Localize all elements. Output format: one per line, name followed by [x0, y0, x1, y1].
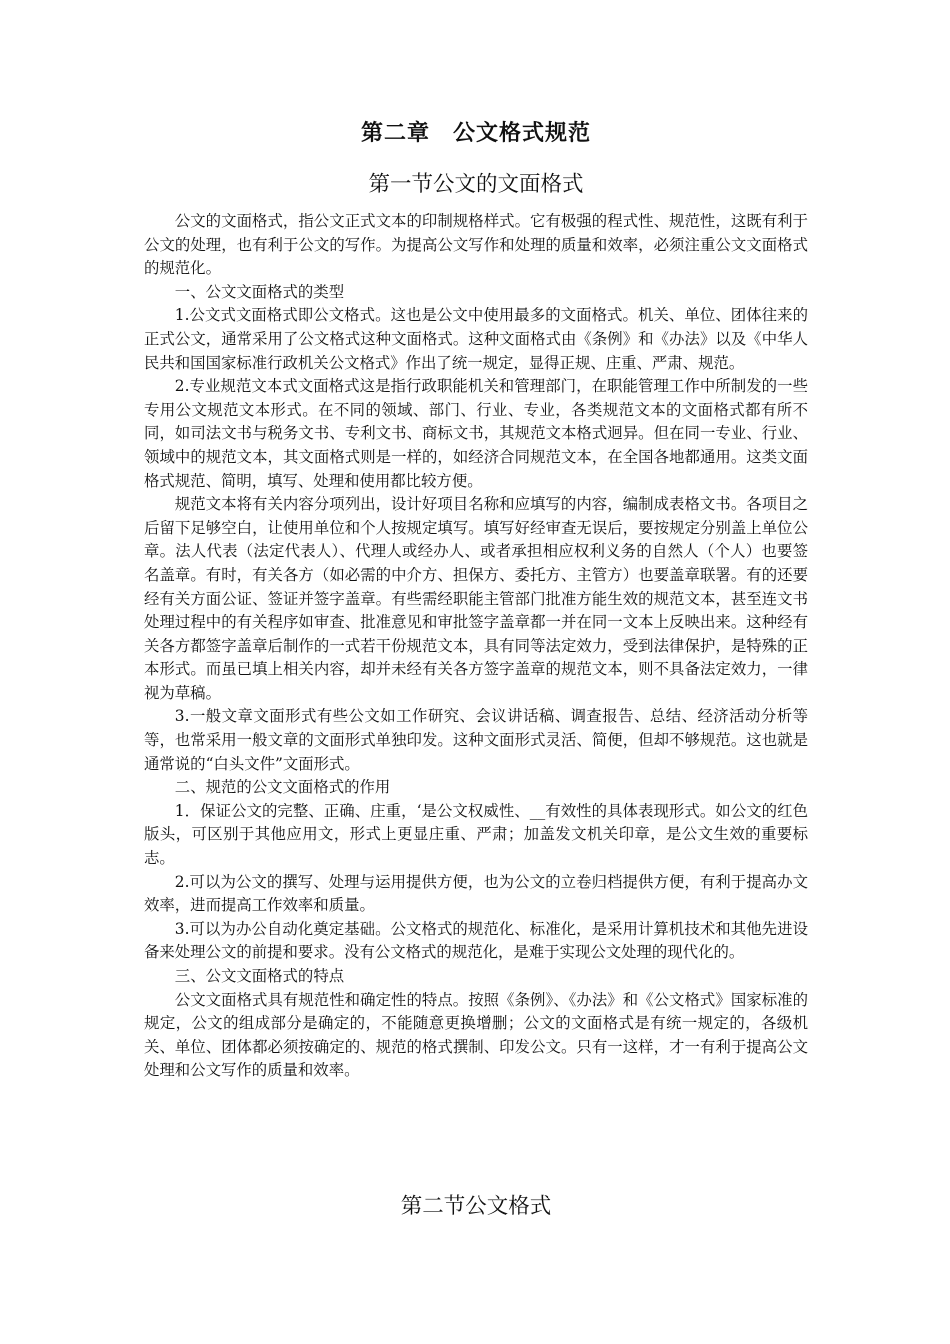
paragraph-type-1: 1.公文式文面格式即公文格式。这也是公文中使用最多的文面格式。机关、单位、团体往来的正式公文，通常采用了公文格式这种文面格式。这种文面格式由《条例》和《办法》以及《中华人民共和国国家标准行政机关公文格式》作出了统一规定，显得正规、庄重、严肃、规范。 — [144, 306, 808, 372]
body-text — [144, 210, 808, 1083]
paragraph-intro: 公文的文面格式，指公文正式文本的印制规格样式。它有极强的程式性、规范性，这既有利于公文的处理，也有利于公文的写作。为提高公文写作和处理的质量和效率，必须注重公文文面格式的规范化。 — [144, 212, 808, 278]
section-title-2: 第二节公文格式 — [400, 1194, 552, 1219]
paragraph-function-3: 3.可以为办公自动化奠定基础。公文格式的规范化、标准化，是采用计算机技术和其他先进设备来处理公文的前提和要求。没有公文格式的规范化，是难于实现公文处理的现代化的。 — [144, 919, 808, 962]
paragraph-function-1: 1．保证公文的完整、正确、庄重，‘是公文权威性、__有效性的具体表现形式。如公文的红色版头，可区别于其他应用文，形式上更显庄重、严肃；加盖发文机关印章，是公文生效的重要标志。 — [144, 801, 808, 868]
heading-types: 一、公文文面格式的类型 — [174, 282, 345, 301]
heading-functions: 二、规范的公文文面格式的作用 — [174, 778, 391, 797]
paragraph-normative-text: 规范文本将有关内容分项列出，设计好项目名称和应填写的内容，编制成表格文书。各项目之后留下足够空白，让使用单位和个人按规定填写。填写好经审查无误后，要按规定分别盖上单位公章。法人代表（法定代表人）、代理人或经办人、或者承担相应权利义务的自然人（个人）也要签名盖章。有时，有关各方（如必需的中介方、担保方、委托方、主管方）也要盖章联署。有的还要经有关方面公证、签证并签字盖章。有些需经职能主管部门批准方能生效的规范文本，甚至连文书处理过程中的有关程序如审查、批准意见和审批签字盖章都一并在同一文本上反映出来。这种经有关各方都签字盖章后制作的一式若干份规范文本，具有同等法定效力，受到法律保护，是特殊的正本形式。而虽已填上相关内容，却并未经有关各方签字盖章的规范文本，则不具备法定效力，一律视为草稿。 — [144, 495, 808, 702]
heading-features: 三、公文文面格式的特点 — [174, 967, 345, 985]
section-title-1: 第一节公文的文面格式 — [368, 172, 584, 197]
paragraph-type-2: 2.专业规范文本式文面格式这是指行政职能机关和管理部门，在职能管理工作中所制发的一些专用公文规范文本形式。在不同的领域、部门、行业、专业，各类规范文本的文面格式都有所不同，如司法文书与税务文书、专利文书、商标文书，其规范文本格式迥异。但在同一专业、行业、领域中的规范文本，其文面格式则是一样的，如经济合同规范文本，在全国各地都通用。这类文面格式规范、简明，填写、处理和使用都比较方便。 — [144, 377, 808, 490]
paragraph-function-2: 2.可以为公文的撰写、处理与运用提供方便，也为公文的立卷归档提供方便，有利于提高办文效率，进而提高工作效率和质量。 — [144, 872, 808, 915]
paragraph-features: 公文文面格式具有规范性和确定性的特点。按照《条例》、《办法》和《公文格式》国家标准的规定，公文的组成部分是确定的，不能随意更换增删；公文的文面格式是有统一规定的，各级机关、单位、团体都必须按确定的、规范的格式撰制、印发公文。只有一这样，才一有利于提高公文处理和公文写作的质量和效率。 — [144, 990, 808, 1080]
chapter-title: 第二章 公文格式规范 — [360, 120, 591, 146]
paragraph-type-3: 3.一般文章文面形式有些公文如工作研究、会议讲话稿、调查报告、总结、经济活动分析等等，也常采用一般文章的文面形式单独印发。这种文面形式灵活、简便，但却不够规范。这也就是通常说的“白头文件”文面形式。 — [144, 707, 808, 773]
